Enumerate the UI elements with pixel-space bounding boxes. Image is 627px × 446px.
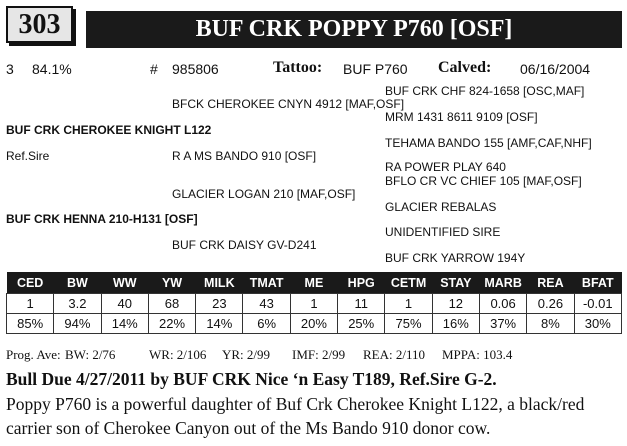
epd-accuracy-tmat: 6% <box>243 314 290 334</box>
tattoo-label: Tattoo: <box>273 59 323 76</box>
epd-value-hpg: 11 <box>338 294 385 314</box>
epd-value-tmat: 43 <box>243 294 290 314</box>
progeny-imf: IMF: 2/99 <box>292 347 346 362</box>
epd-header-ced: CED <box>7 272 54 294</box>
epd-accuracy-ced: 85% <box>7 314 54 334</box>
epd-header-hpg: HPG <box>338 272 385 294</box>
pedigree-sds: TEHAMA BANDO 155 [AMF,CAF,NHF] <box>385 136 592 150</box>
epd-accuracy-marb: 37% <box>479 314 526 334</box>
epd-accuracy-cetm: 75% <box>385 314 432 334</box>
epd-header-row <box>7 272 622 294</box>
due-note: Bull Due 4/27/2011 by BUF CRK Nice ‘n Easy T189, Ref.Sire G-2. <box>6 369 497 389</box>
pedigree-sd: R A MS BANDO 910 [OSF] <box>172 149 317 163</box>
pedigree-ssd: MRM 1431 8611 9109 [OSF] <box>385 110 538 124</box>
pedigree-dam: BUF CRK HENNA 210-H131 [OSF] <box>6 212 198 226</box>
pedigree-ds: GLACIER LOGAN 210 [MAF,OSF] <box>172 187 356 201</box>
epd-header-bw: BW <box>54 272 101 294</box>
pedigree-ddd: BUF CRK YARROW 194Y <box>385 251 526 265</box>
epd-value-marb: 0.06 <box>479 294 526 314</box>
epd-table <box>6 272 622 334</box>
lot-number: 303 <box>6 6 73 43</box>
pedigree-sdd: RA POWER PLAY 640 <box>385 160 506 174</box>
ref-sire-label: Ref.Sire <box>6 149 50 163</box>
progeny-bw: BW: 2/76 <box>65 347 116 362</box>
epd-accuracy-bfat: 30% <box>574 314 621 334</box>
epd-accuracy-row <box>7 314 622 334</box>
epd-value-milk: 23 <box>196 294 243 314</box>
epd-value-bfat: -0.01 <box>574 294 621 314</box>
progeny-wr: WR: 2/106 <box>149 347 207 362</box>
registration-number: 985806 <box>172 61 219 77</box>
progeny-mppa: MPPA: 103.4 <box>442 347 513 362</box>
pedigree-ss: BFCK CHEROKEE CNYN 4912 [MAF,OSF] <box>172 97 405 111</box>
epd-accuracy-ww: 14% <box>101 314 148 334</box>
epd-accuracy-rea: 8% <box>527 314 574 334</box>
epd-accuracy-stay: 16% <box>432 314 479 334</box>
animal-name: BUF CRK POPPY P760 [OSF] <box>86 11 622 48</box>
epd-accuracy-hpg: 25% <box>338 314 385 334</box>
epd-accuracy-me: 20% <box>290 314 337 334</box>
progeny-yr: YR: 2/99 <box>222 347 271 362</box>
tattoo-value: BUF P760 <box>343 61 408 77</box>
info-count: 3 <box>6 61 14 77</box>
epd-header-cetm: CETM <box>385 272 432 294</box>
calved-date: 06/16/2004 <box>520 61 591 77</box>
pedigree-sss: BUF CRK CHF 824-1658 [OSC,MAF] <box>385 84 585 98</box>
info-percent: 84.1% <box>32 61 72 77</box>
epd-header-rea: REA <box>527 272 574 294</box>
epd-value-rea: 0.26 <box>527 294 574 314</box>
pedigree-sire: BUF CRK CHEROKEE KNIGHT L122 <box>6 123 212 137</box>
epd-header-milk: MILK <box>196 272 243 294</box>
epd-value-stay: 12 <box>432 294 479 314</box>
epd-header-tmat: TMAT <box>243 272 290 294</box>
epd-value-yw: 68 <box>148 294 195 314</box>
pedigree-dss: BFLO CR VC CHIEF 105 [MAF,OSF] <box>385 174 582 188</box>
epd-header-marb: MARB <box>479 272 526 294</box>
epd-header-bfat: BFAT <box>574 272 621 294</box>
epd-header-ww: WW <box>101 272 148 294</box>
calved-label: Calved: <box>438 59 492 76</box>
description-line-2: carrier son of Cherokee Canyon out of the Ms Bando 910 donor cow. <box>6 418 491 438</box>
info-hash: # <box>150 61 158 77</box>
pedigree-dsd: GLACIER REBALAS <box>385 200 497 214</box>
pedigree-dds: UNIDENTIFIED SIRE <box>385 225 501 239</box>
progeny-rea: REA: 2/110 <box>363 347 425 362</box>
epd-accuracy-milk: 14% <box>196 314 243 334</box>
epd-header-stay: STAY <box>432 272 479 294</box>
epd-header-me: ME <box>290 272 337 294</box>
epd-value-ced: 1 <box>7 294 54 314</box>
description-line-1: Poppy P760 is a powerful daughter of Buf Crk Cherokee Knight L122, a black/red <box>6 394 585 414</box>
epd-value-cetm: 1 <box>385 294 432 314</box>
epd-header-yw: YW <box>148 272 195 294</box>
epd-accuracy-yw: 22% <box>148 314 195 334</box>
epd-accuracy-bw: 94% <box>54 314 101 334</box>
epd-value-me: 1 <box>290 294 337 314</box>
pedigree-dd: BUF CRK DAISY GV-D241 <box>172 238 317 252</box>
epd-value-bw: 3.2 <box>54 294 101 314</box>
epd-value-ww: 40 <box>101 294 148 314</box>
progeny-label: Prog. Ave: <box>6 347 61 362</box>
epd-values-row <box>7 294 622 314</box>
